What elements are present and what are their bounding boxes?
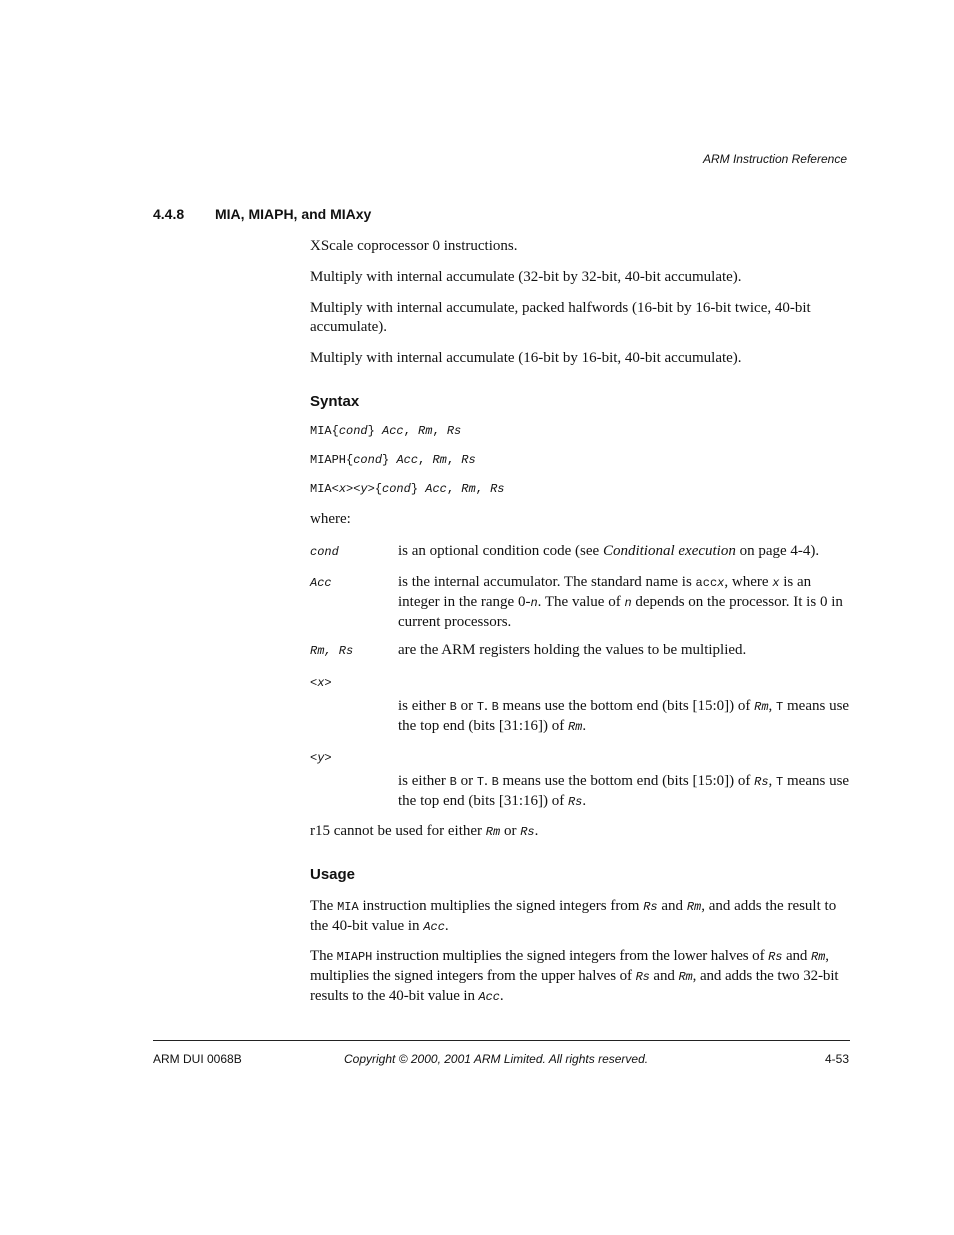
syntax-line-miaph: MIAPH{cond} Acc, Rm, Rs — [310, 453, 476, 467]
section-number: 4.4.8 — [153, 206, 185, 222]
param-desc-cond: is an optional condition code (see Conditional execution on page 4-4). — [398, 543, 820, 559]
usage-paragraph-miaph: The MIAPH instruction multiplies the signed integers from the lower halves of Rs and Rm, multiplies the signed integers from the upper halves of Rs and Rm, and adds the two 32-bit results to the 40-bit value in Acc. — [310, 948, 839, 1004]
r15-note: r15 cannot be used for either Rm or Rs. — [310, 823, 539, 839]
intro-paragraph: Multiply with internal accumulate (32-bit by 32-bit, 40-bit accumulate). — [310, 269, 742, 285]
footer-copyright: Copyright © 2000, 2001 ARM Limited. All rights reserved. — [344, 1052, 649, 1066]
footer-rule — [153, 1040, 850, 1041]
intro-paragraph: Multiply with internal accumulate (16-bit by 16-bit, 40-bit accumulate). — [310, 350, 742, 366]
param-term-cond: cond — [310, 545, 339, 559]
intro-paragraph: Multiply with internal accumulate, packed halfwords (16-bit by 16-bit twice, 40-bit accumulate). — [310, 300, 811, 335]
footer-doc-id: ARM DUI 0068B — [153, 1052, 242, 1066]
usage-heading: Usage — [310, 866, 356, 883]
param-desc-rm-rs: are the ARM registers holding the values to be multiplied. — [398, 642, 747, 658]
usage-paragraph-mia: The MIA instruction multiplies the signed integers from Rs and Rm, and adds the result to the 40-bit value in Acc. — [310, 898, 837, 934]
running-header: ARM Instruction Reference — [702, 152, 847, 166]
syntax-line-mia: MIA{cond} Acc, Rm, Rs — [310, 424, 462, 438]
intro-paragraph: XScale coprocessor 0 instructions. — [310, 238, 518, 254]
section-title: MIA, MIAPH, and MIAxy — [215, 206, 372, 222]
syntax-line-miaxy: MIA<x><y>{cond} Acc, Rm, Rs — [310, 482, 505, 496]
param-term-acc: Acc — [310, 576, 332, 590]
param-desc-x: is either B or T. B means use the bottom end (bits [15:0]) of Rm, T means use the top end (bits [31:16]) of Rm. — [398, 698, 850, 734]
param-term-x: <x> — [310, 676, 332, 690]
cross-reference-link: Conditional execution — [602, 543, 736, 559]
footer-page-number: 4-53 — [824, 1052, 849, 1066]
section-heading — [153, 206, 371, 222]
param-term-y: <y> — [310, 751, 332, 765]
param-desc-y: is either B or T. B means use the bottom end (bits [15:0]) of Rs, T means use the top end (bits [31:16]) of Rs. — [398, 773, 850, 809]
where-label: where: — [310, 511, 351, 527]
param-desc-acc: is the internal accumulator. The standard name is accx, where x is an integer in the range 0-n. The value of n depends on the processor. It is 0 in current processors. — [398, 574, 843, 630]
syntax-heading: Syntax — [310, 393, 360, 410]
param-term-rm-rs: Rm, Rs — [310, 644, 354, 658]
